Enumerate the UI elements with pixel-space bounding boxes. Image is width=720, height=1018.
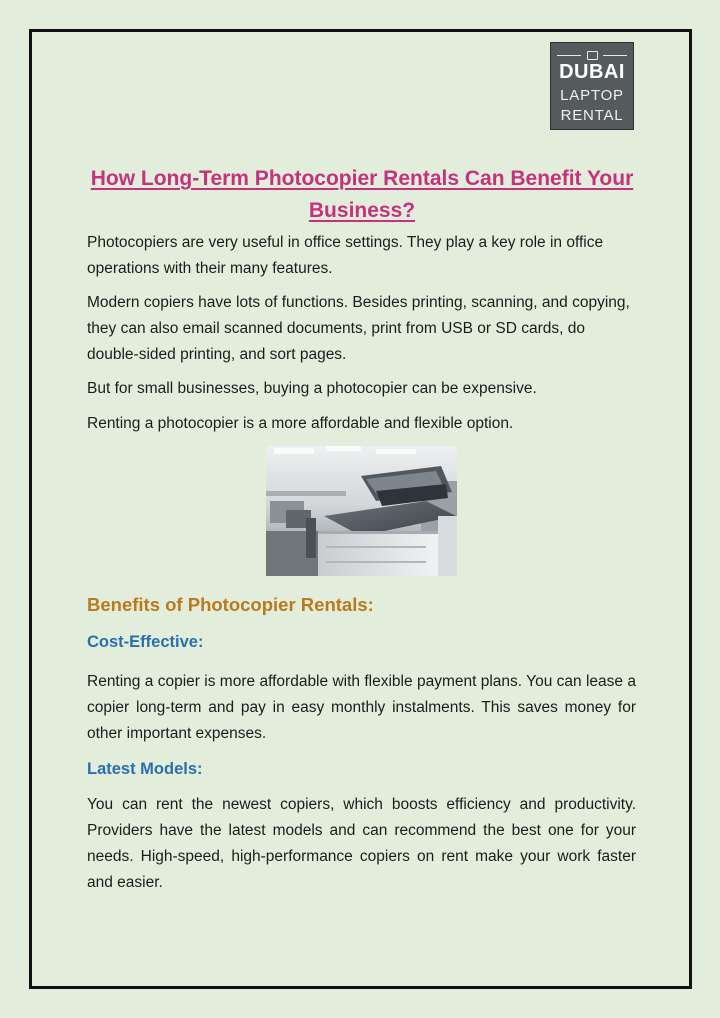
intro-paragraph: Renting a photocopier is a more affordable and flexible option. [87,415,514,432]
article-title: How Long-Term Photocopier Rentals Can Benefit Your Business? [90,167,634,222]
section-heading: Cost-Effective: [87,633,204,651]
logo-text-dubai: DUBAI [559,61,625,83]
section-paragraph: You can rent the newest copiers, which boosts efficiency and productivity. Providers have the latest models and can recommend the best one for your needs. High-speed, high-performance copiers on rent make your work faster and easier. [87,796,636,891]
logo-divider [557,51,627,59]
section-paragraph: Renting a copier is more affordable with flexible payment plans. You can lease a copier long-term and pay in easy monthly instalments. This saves money for other important expenses. [87,673,636,742]
intro-paragraph: Photocopiers are very useful in office settings. They play a key role in office operations with their many features. [87,234,604,277]
intro-paragraph: But for small businesses, buying a photocopier can be expensive. [87,380,537,397]
benefits-heading: Benefits of Photocopier Rentals: [87,594,374,615]
intro-paragraph: Modern copiers have lots of functions. Besides printing, scanning, and copying, they can also email scanned documents, print from USB or SD cards, do double-sided printing, and sort pages. [87,294,630,363]
logo-text-laptop: LAPTOP [560,87,624,104]
company-logo [550,42,634,130]
logo-text-rental: RENTAL [560,107,624,124]
section-heading: Latest Models: [87,760,203,778]
laptop-icon [587,51,598,60]
photocopier-image [266,446,457,576]
document-page [29,29,692,989]
